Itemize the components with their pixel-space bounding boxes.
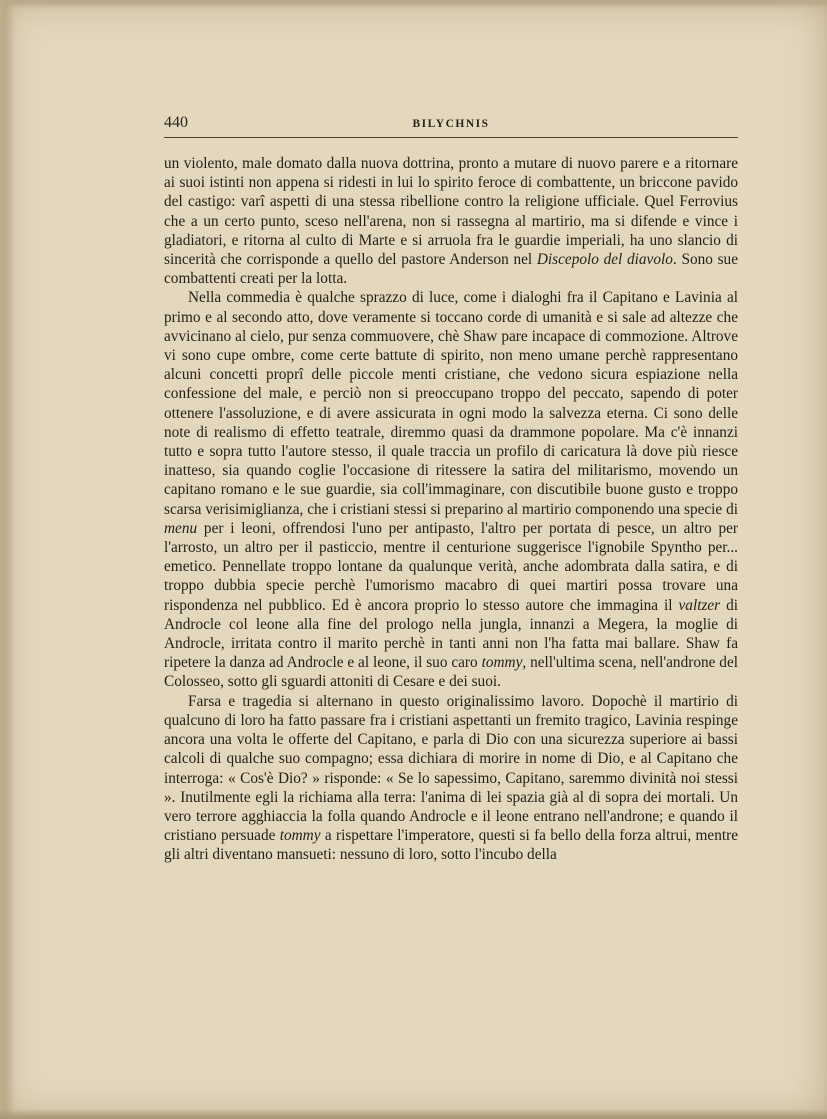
paragraph-1: [164, 154, 738, 288]
text-run: Nella commedia è qualche sprazzo di luce, come i dialoghi fra il Capitano e Lavinia al primo e al secondo atto, dove veramente si toccano corde di umanità e si sale ad altezze che avvicinano al cielo, pur senza commuovere, chè Shaw pare incapace di commozione. Altrove vi sono cupe ombre, come certe battute di spirito, non meno umane perchè rappresentano alcuni concetti proprî delle piccole menti cristiane, che vedono sicura espiazione nella confessione del male, e perciò non si preoccupano troppo del peccato, sapendo di poter ottenere l'assoluzione, e di avere assicurata in ogni modo la salvezza eterna. Ci sono delle note di realismo di effetto teatrale, diremmo quasi da drammone popolare. Ma c'è innanzi tutto e sopra tutto l'autore stesso, il quale traccia un profilo di caricatura là dove più riesce inatteso, sia quando coglie l'occasione di ritessere la satira del militarismo, movendo un capitano romano e le sue guardie, sia coll'immaginare, con discutibile buone gusto e troppo scarsa verisimiglianza, che i cristiani stessi si preparino al martirio componendo una specie di: [164, 289, 738, 518]
paragraph-2: [164, 288, 738, 691]
italic-word: valtzer: [678, 596, 721, 614]
text-run: . Sono sue combattenti creati per la lotta.: [164, 251, 738, 288]
text-run: un violento, male domato dalla nuova dottrina, pronto a mutare di nuovo parere e a ritornare ai suoi istinti non appena si ridesti in lui lo spirito feroce di combattente, un briccone pavido del castigo: varî aspetti di una stessa ribellione contro la religione ufficiale. Quel Ferrovius che a un certo punto, sceso nell'arena, non si rassegna al martirio, ma si difende e vince i gladiatori, e ritorna al culto di Marte e si arruola fra le guardie imperiali, ha uno slancio di sincerità che corrisponde a quello del pastore Anderson nel: [164, 155, 738, 269]
italic-title: Discepolo del diavolo: [536, 251, 673, 269]
page-bottom-edge: [0, 1109, 827, 1119]
text-run: a rispettare l'imperatore, questi si fa bello della forza altrui, mentre gli altri diventano mansueti: nessuno di loro, sotto l'incubo della: [164, 827, 738, 864]
italic-word: menu: [164, 519, 198, 537]
italic-word: tommy: [481, 654, 523, 672]
paragraph-3: [164, 692, 738, 865]
running-title: BILYCHNIS: [412, 118, 490, 130]
page-number: 440: [164, 114, 188, 131]
page-header: [164, 112, 738, 138]
text-run: per i leoni, offrendosi l'uno per antipasto, l'altro per portata di pesce, un altro per l'arrosto, un altro per il pasticcio, mentre il centurione suggerisce l'ignobile Spyntho per... emetico. Pennellate troppo lontane da qualunque verità, anche adombrata dalla satira, e di troppo dubbia specie perchè l'umorismo macabro di quei martiri possa trovare una rispondenza nel pubblico. Ed è ancora proprio lo stesso autore che immagina il: [164, 519, 738, 614]
page-top-edge: [0, 0, 827, 8]
header-rule: [164, 137, 738, 138]
text-run: , nell'ultima scena, nell'androne del Colosseo, sotto gli sguardi attoniti di Cesare e dei suoi.: [164, 654, 738, 691]
body-text: [164, 154, 738, 865]
italic-word: tommy: [279, 827, 321, 845]
text-run: Farsa e tragedia si alternano in questo originalissimo lavoro. Dopochè il martirio di qualcuno di loro ha fatto passare fra i cristiani aspettanti un fremito tragico, Lavinia respinge ancora una volta le offerte del Capitano, e parla di Dio con una sicurezza superiore ai bassi calcoli di qualche suo compagno; essa dichiara di morire in nome di Dio, e al Capitano che interroga: « Cos'è Dio? » risponde: « Se lo sapessimo, Capitano, saremmo divinità noi stessi ». Inutilmente egli la richiama alla terra: l'anima di lei spazia già al di sopra dei mortali. Un vero terrore agghiaccia la folla quando Androcle e il leone entrano nell'androne; e quando il cristiano persuade: [164, 692, 738, 845]
text-run: di Androcle col leone alla fine del prologo nella jungla, innanzi a Megera, la moglie di Androcle, irritata contro il marito perchè in tanti anni non l'ha fatta mai ballare. Shaw fa ripetere la danza ad Androcle e al leone, il suo caro: [164, 596, 738, 672]
page-binding-edge: [0, 0, 14, 1119]
